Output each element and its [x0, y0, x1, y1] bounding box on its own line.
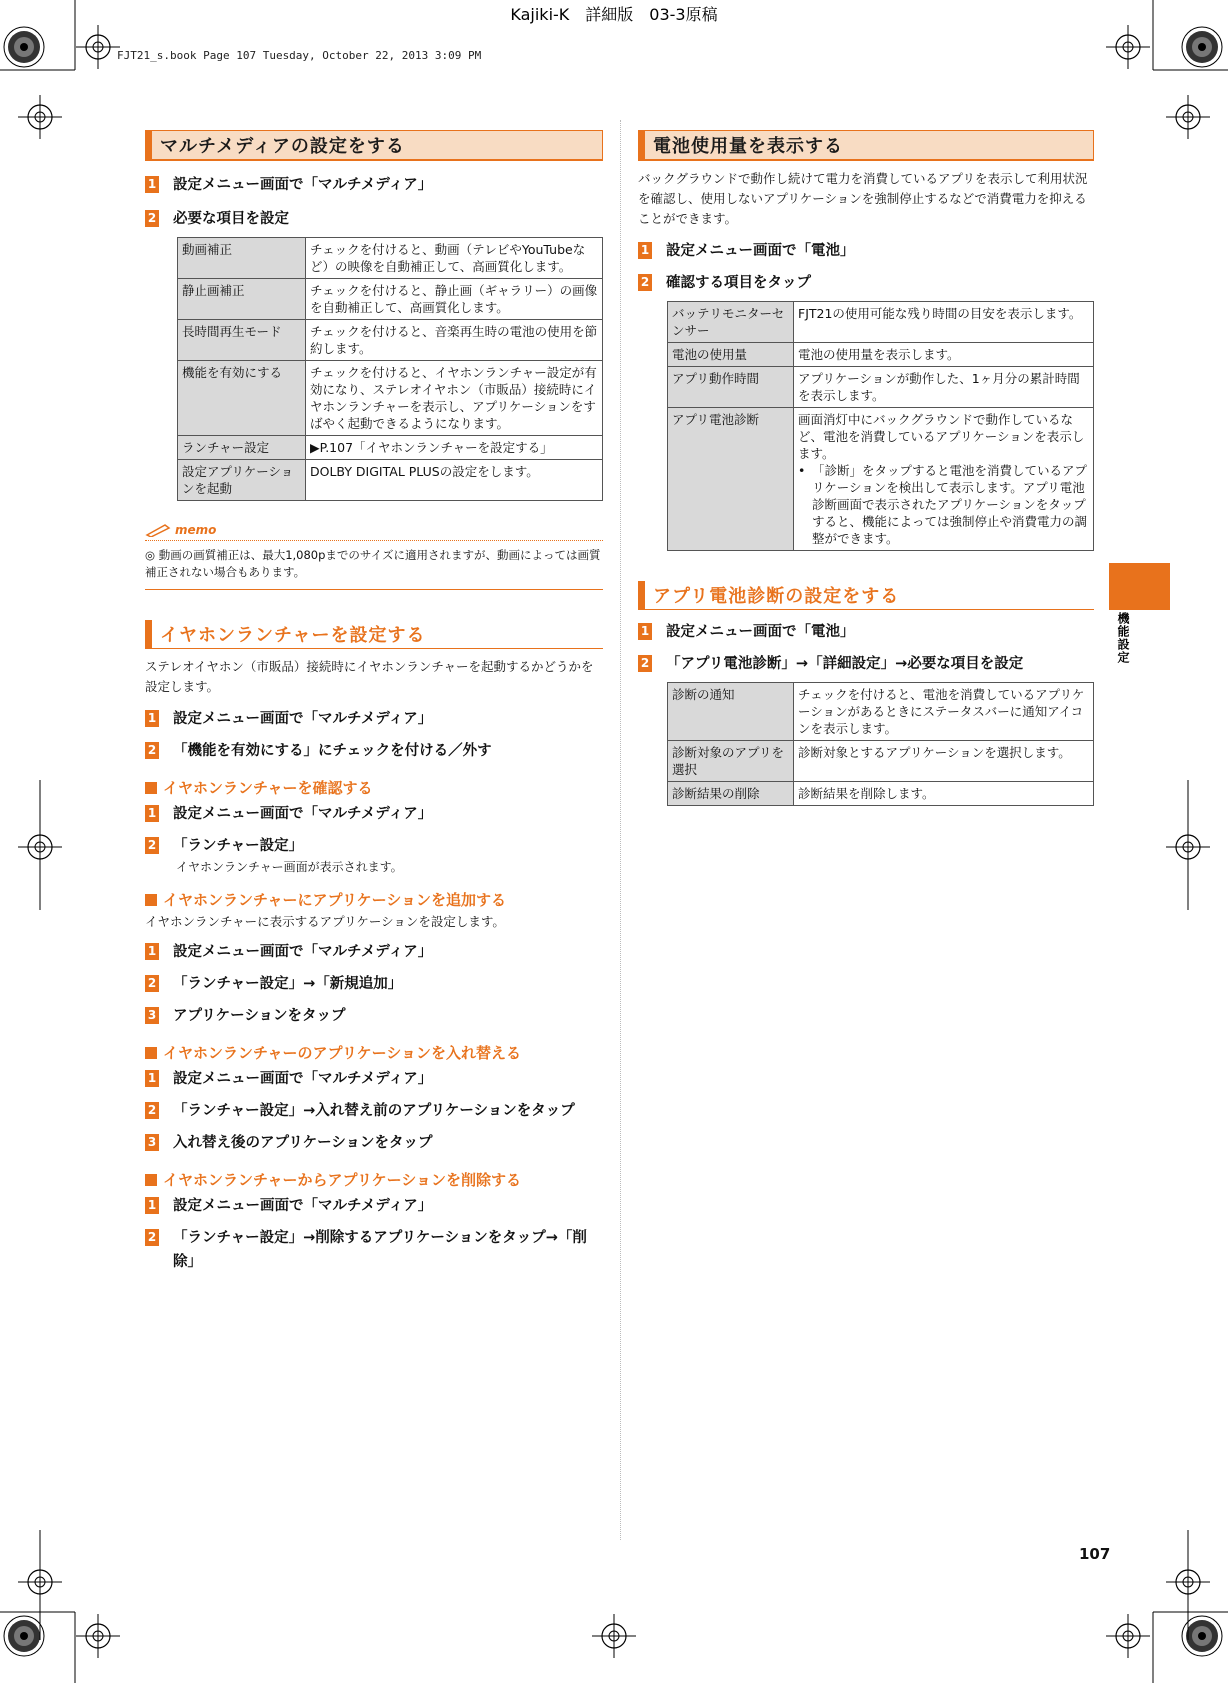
chapter-side-tab [1109, 563, 1170, 610]
bullet-text: 「診断」をタップすると電池を消費しているアプリケーションを検出して表示します。アプリ電池診断画面で表示されたアプリケーションをタップすると、機能によっては強制停止や消費電力の調整ができます。 [812, 463, 1088, 546]
table-value: 電池の使用量を表示します。 [794, 343, 1094, 367]
step-text: 「ランチャー設定」→入れ替え前のアプリケーションをタップ [173, 1103, 575, 1119]
subsection-heading [145, 889, 603, 910]
table-row [668, 408, 1094, 551]
pencil-icon [145, 523, 171, 537]
table-row [668, 343, 1094, 367]
step-note: イヤホンランチャー画面が表示されます。 [176, 860, 403, 874]
step-text: 設定メニュー画面で「マルチメディア」 [173, 177, 433, 193]
step [145, 707, 603, 731]
subsection-title: イヤホンランチャーのアプリケーションを入れ替える [163, 1044, 522, 1062]
table-row [178, 361, 603, 436]
step-number: 1 [145, 710, 159, 727]
square-bullet-icon [145, 1174, 157, 1186]
step-text: 設定メニュー画面で「電池」 [666, 624, 855, 640]
step-text: 「ランチャー設定」→「新規追加」 [173, 976, 403, 992]
battery-items-table [667, 301, 1094, 551]
square-bullet-icon [145, 1047, 157, 1059]
table-key: ランチャー設定 [178, 436, 306, 460]
step-number: 2 [145, 742, 159, 759]
step-text: 設定メニュー画面で「マルチメディア」 [173, 806, 433, 822]
step-text: 設定メニュー画面で「電池」 [666, 243, 855, 259]
registration-burst-icon [4, 1616, 44, 1656]
step [145, 940, 603, 964]
step [145, 1226, 603, 1274]
memo-text: ◎ 動画の画質補正は、最大1,080pまでのサイズに適用されますが、動画によっては画質補正されない場合もあります。 [145, 541, 603, 590]
diagnosis-settings-table [667, 682, 1094, 806]
table-key: 長時間再生モード [178, 320, 306, 361]
step [145, 1067, 603, 1091]
table-key: 電池の使用量 [668, 343, 794, 367]
step-text: 「ランチャー設定」 [173, 838, 304, 854]
step [145, 1194, 603, 1218]
page-number: 107 [1079, 1545, 1111, 1563]
step [145, 173, 603, 197]
table-value: FJT21の使用可能な残り時間の目安を表示します。 [794, 302, 1094, 343]
table-key: 診断対象のアプリを選択 [668, 741, 794, 782]
table-row [668, 302, 1094, 343]
step-number: 1 [145, 1197, 159, 1214]
section-heading-app-battery-diagnosis: アプリ電池診断の設定をする [638, 581, 1094, 610]
step [145, 207, 603, 231]
table-row [668, 367, 1094, 408]
table-value-text: 画面消灯中にバックグラウンドで動作しているなど、電池を消費しているアプリケーションを表示します。 [798, 412, 1085, 461]
registration-cross-icon [1106, 1614, 1150, 1658]
step-text: 必要な項目を設定 [173, 211, 289, 227]
registration-burst-icon [4, 27, 44, 67]
subsection-heading [145, 777, 603, 798]
step-number: 2 [145, 1229, 159, 1246]
section-intro: バックグラウンドで動作し続けて電力を消費しているアプリを表示して利用状況を確認し、使用しないアプリケーションを強制停止するなどで消費電力を抑えることができます。 [638, 171, 1088, 226]
step [638, 271, 1094, 295]
table-row [178, 436, 603, 460]
registration-cross-icon [76, 1614, 120, 1658]
step-text: 入れ替え後のアプリケーションをタップ [173, 1135, 433, 1151]
step-number: 2 [638, 274, 652, 291]
table-value: 診断結果を削除します。 [794, 782, 1094, 806]
table-value: チェックを付けると、静止画（ギャラリー）の画像を自動補正して、高画質化します。 [306, 279, 603, 320]
step-number: 1 [145, 1070, 159, 1087]
step-number: 2 [145, 1102, 159, 1119]
step-number: 1 [638, 623, 652, 640]
step-text: 設定メニュー画面で「マルチメディア」 [173, 944, 433, 960]
step-text: 確認する項目をタップ [666, 275, 811, 291]
table-value: 診断対象とするアプリケーションを選択します。 [794, 741, 1094, 782]
step-text: 設定メニュー画面で「マルチメディア」 [173, 1071, 433, 1087]
square-bullet-icon [145, 782, 157, 794]
step-number: 2 [145, 210, 159, 227]
table-row [668, 741, 1094, 782]
registration-cross-icon [76, 25, 120, 69]
table-key: アプリ電池診断 [668, 408, 794, 551]
table-key: 動画補正 [178, 238, 306, 279]
column-divider [620, 120, 621, 1540]
bullet-item [798, 462, 1089, 547]
table-key: 診断の通知 [668, 683, 794, 741]
step [145, 1131, 603, 1155]
step-number: 2 [638, 655, 652, 672]
step-text: アプリケーションをタップ [173, 1008, 346, 1024]
step [145, 1004, 603, 1028]
section-heading-multimedia: マルチメディアの設定をする [145, 130, 603, 161]
subsection-intro: イヤホンランチャーに表示するアプリケーションを設定します。 [145, 914, 505, 929]
square-bullet-icon [145, 894, 157, 906]
bullet-dot-icon: • [798, 463, 806, 478]
section-intro: ステレオイヤホン（市販品）接続時にイヤホンランチャーを起動するかどうかを設定します。 [145, 659, 594, 694]
table-key: アプリ動作時間 [668, 367, 794, 408]
table-row [178, 279, 603, 320]
step [638, 239, 1094, 263]
table-key: 静止画補正 [178, 279, 306, 320]
registration-cross-icon [1166, 95, 1210, 139]
step-text: 設定メニュー画面で「マルチメディア」 [173, 1198, 433, 1214]
step-text: 設定メニュー画面で「マルチメディア」 [173, 711, 433, 727]
step [145, 1099, 603, 1123]
multimedia-settings-table [177, 237, 603, 501]
step-number: 3 [145, 1007, 159, 1024]
subsection-heading [145, 1042, 603, 1063]
step-number: 1 [638, 242, 652, 259]
section-heading-battery-usage: 電池使用量を表示する [638, 130, 1094, 161]
step-text: 「ランチャー設定」→削除するアプリケーションをタップ→「削除」 [173, 1230, 587, 1270]
right-column [638, 130, 1094, 806]
step-text: 「アプリ電池診断」→「詳細設定」→必要な項目を設定 [666, 656, 1024, 672]
step-number: 1 [145, 805, 159, 822]
table-key: 機能を有効にする [178, 361, 306, 436]
table-row [178, 460, 603, 501]
step-text: 「機能を有効にする」にチェックを付ける／外す [173, 743, 492, 759]
registration-cross-icon [18, 95, 62, 139]
table-value: チェックを付けると、イヤホンランチャー設定が有効になり、ステレオイヤホン（市販品）接続時にイヤホンランチャーを表示し、アプリケーションをすばやく起動できるようになります。 [306, 361, 603, 436]
left-column [145, 130, 603, 1274]
memo-bar [145, 523, 603, 541]
table-key: 診断結果の削除 [668, 782, 794, 806]
table-row [668, 782, 1094, 806]
registration-cross-icon [1106, 25, 1150, 69]
step [145, 802, 603, 826]
subsection-title: イヤホンランチャーを確認する [163, 779, 373, 797]
step [145, 739, 603, 763]
table-value: チェックを付けると、音楽再生時の電池の使用を節約します。 [306, 320, 603, 361]
step [638, 620, 1094, 644]
step-number: 2 [145, 837, 159, 854]
table-row [178, 320, 603, 361]
table-value: チェックを付けると、動画（テレビやYouTubeなど）の映像を自動補正して、高画質化します。 [306, 238, 603, 279]
table-row [178, 238, 603, 279]
table-value: チェックを付けると、電池を消費しているアプリケーションがあるときにステータスバーに通知アイコンを表示します。 [794, 683, 1094, 741]
step [145, 972, 603, 996]
step-number: 1 [145, 943, 159, 960]
table-value: DOLBY DIGITAL PLUSの設定をします。 [306, 460, 603, 501]
subsection-heading [145, 1169, 603, 1190]
subsection-title: イヤホンランチャーからアプリケーションを削除する [163, 1171, 522, 1189]
table-value [794, 408, 1094, 551]
table-value: ▶P.107「イヤホンランチャーを設定する」 [306, 436, 603, 460]
chapter-side-label: 機能設定 [1116, 612, 1130, 664]
step-number: 3 [145, 1134, 159, 1151]
book-info-line: FJT21_s.book Page 107 Tuesday, October 22, 2013 3:09 PM [117, 49, 482, 62]
page-header-title: Kajiki-K 詳細版 03-3原稿 [510, 5, 718, 24]
table-key: バッテリモニターセンサー [668, 302, 794, 343]
table-value: アプリケーションが動作した、1ヶ月分の累計時間を表示します。 [794, 367, 1094, 408]
step [145, 834, 603, 858]
step [638, 652, 1094, 676]
memo-label: memo [175, 523, 217, 537]
table-key: 設定アプリケーションを起動 [178, 460, 306, 501]
step-number: 1 [145, 176, 159, 193]
subsection-title: イヤホンランチャーにアプリケーションを追加する [163, 891, 507, 909]
registration-burst-icon [1182, 27, 1222, 67]
section-heading-earphone-launcher: イヤホンランチャーを設定する [145, 620, 603, 649]
table-row [668, 683, 1094, 741]
registration-cross-icon [592, 1614, 636, 1658]
step-number: 2 [145, 975, 159, 992]
